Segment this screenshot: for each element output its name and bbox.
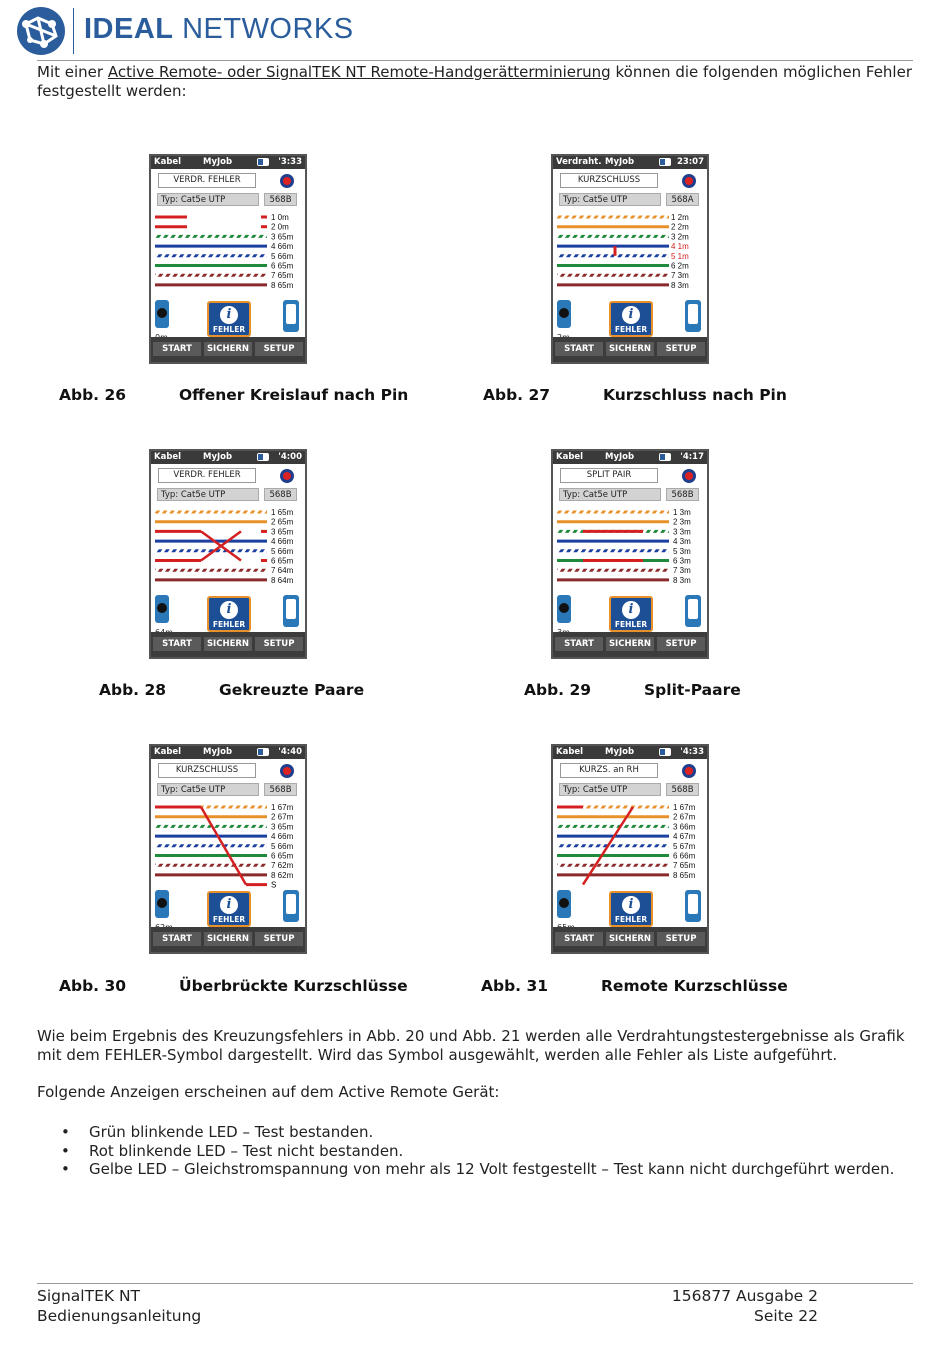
fault-info-button[interactable] [207,301,251,337]
pin-label: 7 3m [673,566,691,576]
cable-type[interactable]: Typ: Cat5e UTP [559,783,661,796]
fault-info-button[interactable] [609,301,653,337]
intro-link[interactable]: Active Remote- oder SignalTEK NT Remote-Handgerätterminierung [107,63,611,81]
pin-label: 8 62m [271,870,294,880]
bullet-dot: • [61,1142,70,1160]
tester-screen [149,154,307,364]
start-button[interactable]: START [555,932,603,946]
setup-button[interactable]: SETUP [657,342,705,356]
wire-map [553,803,707,895]
pin-label: 1 67m [271,803,294,812]
fail-icon [682,174,696,188]
figure-caption-29 [524,681,591,699]
save-button[interactable]: SICHERN [204,637,252,651]
pin-label: 7 65m [673,861,696,871]
pin-label: 2 65m [271,517,294,527]
softkey-bar [151,927,305,952]
start-button[interactable]: START [555,637,603,651]
bullet-text: Gelbe LED – Gleichstromspannung von mehr als 12 Volt festgestellt – Test kann nicht durchgeführt werden. [89,1160,895,1178]
screen-title-mid: MyJob [203,157,233,167]
fault-label: SPLIT PAIR [560,468,658,483]
pin-label: 2 0m [271,222,289,232]
bullet-dot: • [61,1160,70,1178]
bullet-text: Grün blinkende LED – Test bestanden. [89,1123,374,1141]
wiring-standard[interactable]: 568A [666,193,699,206]
softkey-bar [553,927,707,952]
figure-title: Gekreuzte Paare [219,681,365,699]
softkey-bar [151,337,305,362]
pin-label: 4 66m [271,537,294,547]
pin-label: 3 65m [271,527,294,537]
figure-title-28 [219,681,364,699]
screen-titlebar [151,451,305,464]
footer-number: 156877 Ausgabe 2 [671,1287,818,1305]
pin-label: 3 3m [673,527,691,537]
fault-info-button[interactable] [609,891,653,927]
save-button[interactable]: SICHERN [606,342,654,356]
screen-time: '4:17 [680,452,704,462]
screen-time: '4:33 [680,747,704,757]
battery-icon [659,158,671,166]
screen-title-left: Kabel [556,452,584,462]
figure-number: Abb. 29 [524,681,592,699]
screen-time: 23:07 [676,157,704,167]
screen-title-left: Kabel [154,747,182,757]
tester-screen [551,449,709,659]
figure-title-30 [179,977,408,995]
tester-screen [551,154,709,364]
bullet-item [61,1123,374,1141]
pin-label: 6 65m [271,261,294,271]
pin-label: 5 67m [673,841,696,851]
screen-body [553,759,707,927]
pin-label: 7 62m [271,861,294,871]
fault-label: VERDR. FEHLER [158,468,256,483]
start-button[interactable]: START [153,932,201,946]
figure-caption-30 [59,977,126,995]
fail-icon [280,764,294,778]
bullet-item [61,1160,895,1178]
battery-icon [257,748,269,756]
footer-product: SignalTEK NT [37,1287,141,1305]
setup-button[interactable]: SETUP [255,932,303,946]
pin-label: 6 3m [673,556,691,566]
cable-type[interactable]: Typ: Cat5e UTP [157,783,259,796]
screen-body [553,464,707,632]
logo-divider [73,8,74,54]
screen-title-mid: MyJob [605,452,635,462]
pin-label: 2 3m [673,517,691,527]
fail-icon [682,764,696,778]
wiring-standard[interactable]: 568B [666,783,699,796]
pin-label: 7 64m [271,566,294,576]
screen-time: '3:33 [278,157,302,167]
pin-label: 1 0m [271,213,289,222]
fault-info-button[interactable] [207,891,251,927]
softkey-bar [553,632,707,657]
figure-caption-27 [483,386,550,404]
tester-screen [149,744,307,954]
footer-rule [37,1283,913,1284]
tester-screen [149,449,307,659]
figure-title-29 [644,681,741,699]
fault-label: KURZSCHLUSS [560,173,658,188]
company-logo-icon [16,6,66,56]
screen-titlebar [151,156,305,169]
start-button[interactable]: START [153,637,201,651]
wire-map [151,213,305,305]
figure-title-27 [603,386,787,404]
info-icon: i [622,601,640,619]
wiring-standard[interactable]: 568B [264,783,297,796]
figure-title-26 [179,386,408,404]
screen-titlebar [151,746,305,759]
pin-label: 2 67m [271,812,294,822]
wire-map [553,213,707,305]
figure-caption-28 [99,681,166,699]
save-button[interactable]: SICHERN [204,932,252,946]
footer-doc: Bedienungsanleitung [37,1307,202,1325]
pin-label: 4 67m [673,832,696,842]
pin-label: 3 66m [673,822,696,832]
setup-button[interactable]: SETUP [657,637,705,651]
fault-label: VERDR. FEHLER [158,173,256,188]
screen-title-left: Kabel [154,452,182,462]
wiring-standard[interactable]: 568B [264,488,297,501]
pin-label: 5 66m [271,251,294,261]
pin-label: 7 3m [671,271,689,281]
screen-titlebar [553,156,707,169]
fault-info-label: FEHLER [614,620,648,629]
bullet-item [61,1142,404,1160]
screen-title-mid: MyJob [605,747,635,757]
figure-number: Abb. 30 [59,977,127,995]
pin-label: 5 66m [271,841,294,851]
setup-button[interactable]: SETUP [657,932,705,946]
start-button[interactable]: START [153,342,201,356]
pin-label: 5 3m [673,546,691,556]
figure-caption-31 [481,977,548,995]
screen-title-left: Kabel [556,747,584,757]
save-button[interactable]: SICHERN [606,637,654,651]
pin-label: 3 65m [271,822,294,832]
fail-icon [280,469,294,483]
intro-paragraph [37,63,912,101]
screen-body [151,169,305,337]
figure-title: Überbrückte Kurzschlüsse [179,977,408,995]
intro-prefix: Mit einer [37,63,104,81]
pin-label: 5 66m [271,546,294,556]
wiring-standard[interactable]: 568B [666,488,699,501]
fault-info-label: FEHLER [212,325,246,334]
figure-number: Abb. 28 [99,681,167,699]
battery-icon [659,453,671,461]
pin-label: 8 3m [673,575,691,585]
screen-title-left: Kabel [154,157,182,167]
pin-label: 6 65m [271,851,294,861]
bullet-dot: • [61,1123,70,1141]
pin-label: 7 65m [271,271,294,281]
wiring-standard[interactable]: 568B [264,193,297,206]
pin-label: 4 66m [271,832,294,842]
screen-body [553,169,707,337]
screen-title-left: Verdraht. [556,157,602,167]
setup-button[interactable]: SETUP [255,637,303,651]
info-icon: i [622,306,640,324]
figure-number: Abb. 31 [481,977,549,995]
figure-title: Offener Kreislauf nach Pin [179,386,409,404]
pin-label: 8 3m [671,280,689,290]
brand-name [84,13,354,46]
start-button[interactable]: START [555,342,603,356]
remote-heading: Folgende Anzeigen erscheinen auf dem Active Remote Gerät: [37,1083,500,1101]
fault-label: KURZS. an RH [560,763,658,778]
wire-map [151,803,305,895]
setup-button[interactable]: SETUP [255,342,303,356]
footer-page: Seite 22 [754,1307,818,1325]
battery-icon [659,748,671,756]
body-paragraph: Wie beim Ergebnis des Kreuzungsfehlers in Abb. 20 und Abb. 21 werden alle Verdrahtungstestergebnisse als Grafik mit dem FEHLER-Symbol dargestellt. Wird das Symbol ausgewählt, werden alle Fehler als Liste aufgeführt. [37,1027,905,1064]
screen-time: '4:40 [278,747,302,757]
screen-body [151,464,305,632]
battery-icon [257,453,269,461]
save-button[interactable]: SICHERN [204,342,252,356]
pin-label: 8 65m [673,870,696,880]
cable-type[interactable]: Typ: Cat5e UTP [559,488,661,501]
softkey-bar [553,337,707,362]
brand-rest: NETWORKS [182,13,354,45]
pin-label: S [271,880,277,890]
fail-icon [682,469,696,483]
header-rule [37,60,913,61]
fail-icon [280,174,294,188]
fault-info-label: FEHLER [614,915,648,924]
cable-type[interactable]: Typ: Cat5e UTP [157,193,259,206]
screen-title-mid: MyJob [203,747,233,757]
figure-number: Abb. 27 [483,386,551,404]
info-icon: i [220,601,238,619]
pin-label: 3 2m [671,232,689,242]
battery-icon [257,158,269,166]
fault-info-label: FEHLER [212,620,246,629]
intro-suffix: können die folgenden möglichen Fehler festgestellt werden: [37,63,912,100]
figure-title-31 [601,977,788,995]
fault-label: KURZSCHLUSS [158,763,256,778]
pin-label: 1 2m [671,213,689,222]
fault-info-label: FEHLER [614,325,648,334]
pin-label: 5 1m [671,251,689,261]
pin-label: 3 65m [271,232,294,242]
fault-info-label: FEHLER [212,915,246,924]
pin-label: 8 64m [271,575,294,585]
pin-label: 1 67m [673,803,696,812]
pin-label: 2 2m [671,222,689,232]
figure-number: Abb. 26 [59,386,127,404]
screen-title-mid: MyJob [203,452,233,462]
fault-info-button[interactable] [609,596,653,632]
figure-title: Split-Paare [644,681,741,699]
pin-label: 2 67m [673,812,696,822]
pin-label: 4 3m [673,537,691,547]
cable-type[interactable]: Typ: Cat5e UTP [157,488,259,501]
bullet-text: Rot blinkende LED – Test nicht bestanden. [89,1142,404,1160]
info-icon: i [220,306,238,324]
save-button[interactable]: SICHERN [606,932,654,946]
pin-label: 4 66m [271,242,294,252]
fault-info-button[interactable] [207,596,251,632]
figure-title: Kurzschluss nach Pin [603,386,787,404]
screen-titlebar [553,451,707,464]
softkey-bar [151,632,305,657]
wire-map [151,508,305,600]
figure-caption-26 [59,386,126,404]
wire-map [553,508,707,600]
pin-label: 1 3m [673,508,691,517]
pin-label: 8 65m [271,280,294,290]
info-icon: i [622,896,640,914]
screen-body [151,759,305,927]
brand-bold: IDEAL [84,13,174,45]
info-icon: i [220,896,238,914]
tester-screen [551,744,709,954]
pin-label: 6 66m [673,851,696,861]
figure-title: Remote Kurzschlüsse [601,977,788,995]
pin-label: 1 65m [271,508,294,517]
screen-time: '4:00 [278,452,302,462]
cable-type[interactable]: Typ: Cat5e UTP [559,193,661,206]
screen-titlebar [553,746,707,759]
screen-title-mid: MyJob [605,157,635,167]
pin-label: 6 2m [671,261,689,271]
pin-label: 4 1m [671,242,689,252]
pin-label: 6 65m [271,556,294,566]
